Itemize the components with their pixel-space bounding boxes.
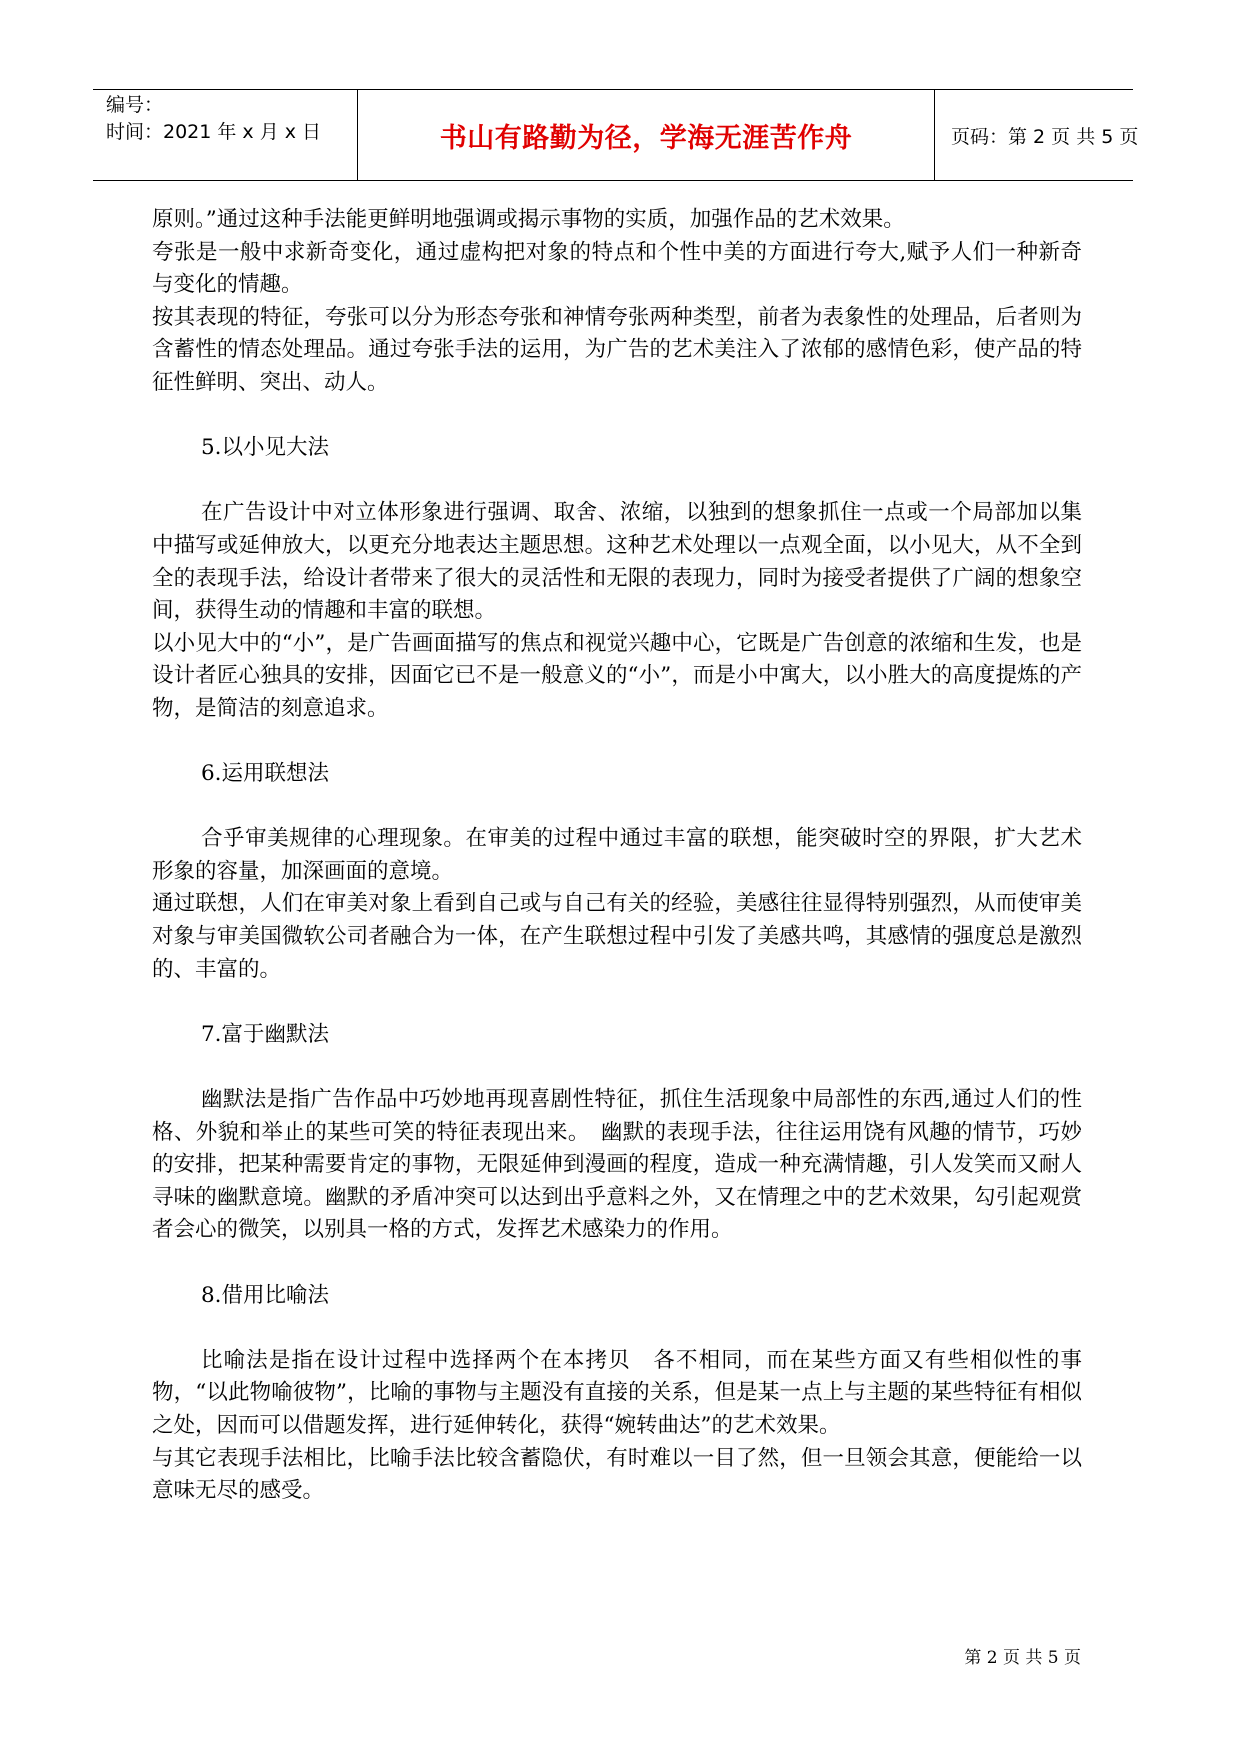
spacer xyxy=(152,986,1082,1019)
spacer xyxy=(152,1247,1082,1280)
paragraph: 原则。”通过这种手法能更鲜明地强调或揭示事物的实质，加强作品的艺术效果。 xyxy=(152,207,905,232)
section-heading: 6.运用联想法 xyxy=(201,761,330,787)
spacer xyxy=(152,400,1082,433)
header-motto: 书山有路勤为径，学海无涯苦作舟 xyxy=(439,122,853,154)
section-heading: 7.富于幽默法 xyxy=(201,1021,330,1047)
header-motto-cell xyxy=(358,90,935,180)
paragraph: 幽默法是指广告作品中巧妙地再现喜剧性特征，抓住生活现象中局部性的东西,通过人们的性格、外貌和举止的某些可笑的特征表现出来。 幽默的表现手法，往往运用饶有风趣的情节，巧妙的安排，把某种需要肯定的事物，无限延伸到漫画的程度，造成一种充满情趣，引人发笑而又耐人寻味的幽默意境。幽默的矛盾冲突可以达到出乎意料之外，又在情理之中的艺术效果，勾引起观赏者会心的微笑，以别具一格的方式，发挥艺术感染力的作用。 xyxy=(152,1087,1082,1243)
paragraph: 按其表现的特征，夸张可以分为形态夸张和神情夸张两种类型，前者为表象性的处理品，后者则为含蓄性的情态处理品。通过夸张手法的运用，为广告的艺术美注入了浓郁的感情色彩，使产品的特征性鲜明、突出、动人。 xyxy=(152,304,1082,395)
spacer xyxy=(152,1051,1082,1084)
paragraph: 以小见大中的“小”，是广告画面描写的焦点和视觉兴趣中心，它既是广告创意的浓缩和生发，也是设计者匠心独具的安排，因面它已不是一般意义的“小”，而是小中寓大，以小胜大的高度提炼的产物，是简洁的刻意追求。 xyxy=(152,630,1082,721)
spacer xyxy=(152,465,1082,498)
header-meta xyxy=(93,90,358,180)
document-number-label: 编号： xyxy=(106,94,164,116)
spacer xyxy=(152,726,1082,759)
page-footer: 第 2 页 共 5 页 xyxy=(964,1648,1081,1668)
page-header xyxy=(93,89,1139,181)
section-heading: 8.借用比喻法 xyxy=(201,1282,330,1308)
paragraph: 通过联想，人们在审美对象上看到自己或与自己有关的经验，美感往往显得特别强烈，从而使审美对象与审美国微软公司者融合为一体，在产生联想过程中引发了美感共鸣，其感情的强度总是激烈的、丰富的。 xyxy=(152,891,1082,982)
paragraph: 比喻法是指在设计过程中选择两个在本拷贝 各不相同，而在某些方面又有些相似性的事物，“以此物喻彼物”，比喻的事物与主题没有直接的关系，但是某一点上与主题的某些特征有相似之处，因而可以借题发挥，进行延伸转化，获得“婉转曲达”的艺术效果。 xyxy=(152,1347,1082,1438)
section-heading: 5.以小见大法 xyxy=(201,435,330,461)
spacer xyxy=(152,791,1082,824)
paragraph: 合乎审美规律的心理现象。在审美的过程中通过丰富的联想，能突破时空的界限，扩大艺术形象的容量，加深画面的意境。 xyxy=(152,826,1082,884)
spacer xyxy=(152,1312,1082,1345)
paragraph: 在广告设计中对立体形象进行强调、取舍、浓缩，以独到的想象抓住一点或一个局部加以集中描写或延伸放大，以更充分地表达主题思想。这种艺术处理以一点观全面，以小见大，从不全到全的表现手法，给设计者带来了很大的灵活性和无限的表现力，同时为接受者提供了广阔的想象空间，获得生动的情趣和丰富的联想。 xyxy=(152,500,1082,624)
document-date: 时间：2021 年 x 月 x 日 xyxy=(106,121,322,143)
header-page-cell xyxy=(935,90,1139,180)
document-body xyxy=(152,204,1082,1508)
paragraph: 与其它表现手法相比，比喻手法比较含蓄隐伏，有时难以一目了然，但一旦领会其意，便能给一以意味无尽的感受。 xyxy=(152,1445,1082,1504)
header-page-info: 页码：第 2 页 共 5 页 xyxy=(951,125,1139,148)
paragraph: 夸张是一般中求新奇变化，通过虚构把对象的特点和个性中美的方面进行夸大,赋予人们一种新奇与变化的情趣。 xyxy=(152,239,1082,298)
